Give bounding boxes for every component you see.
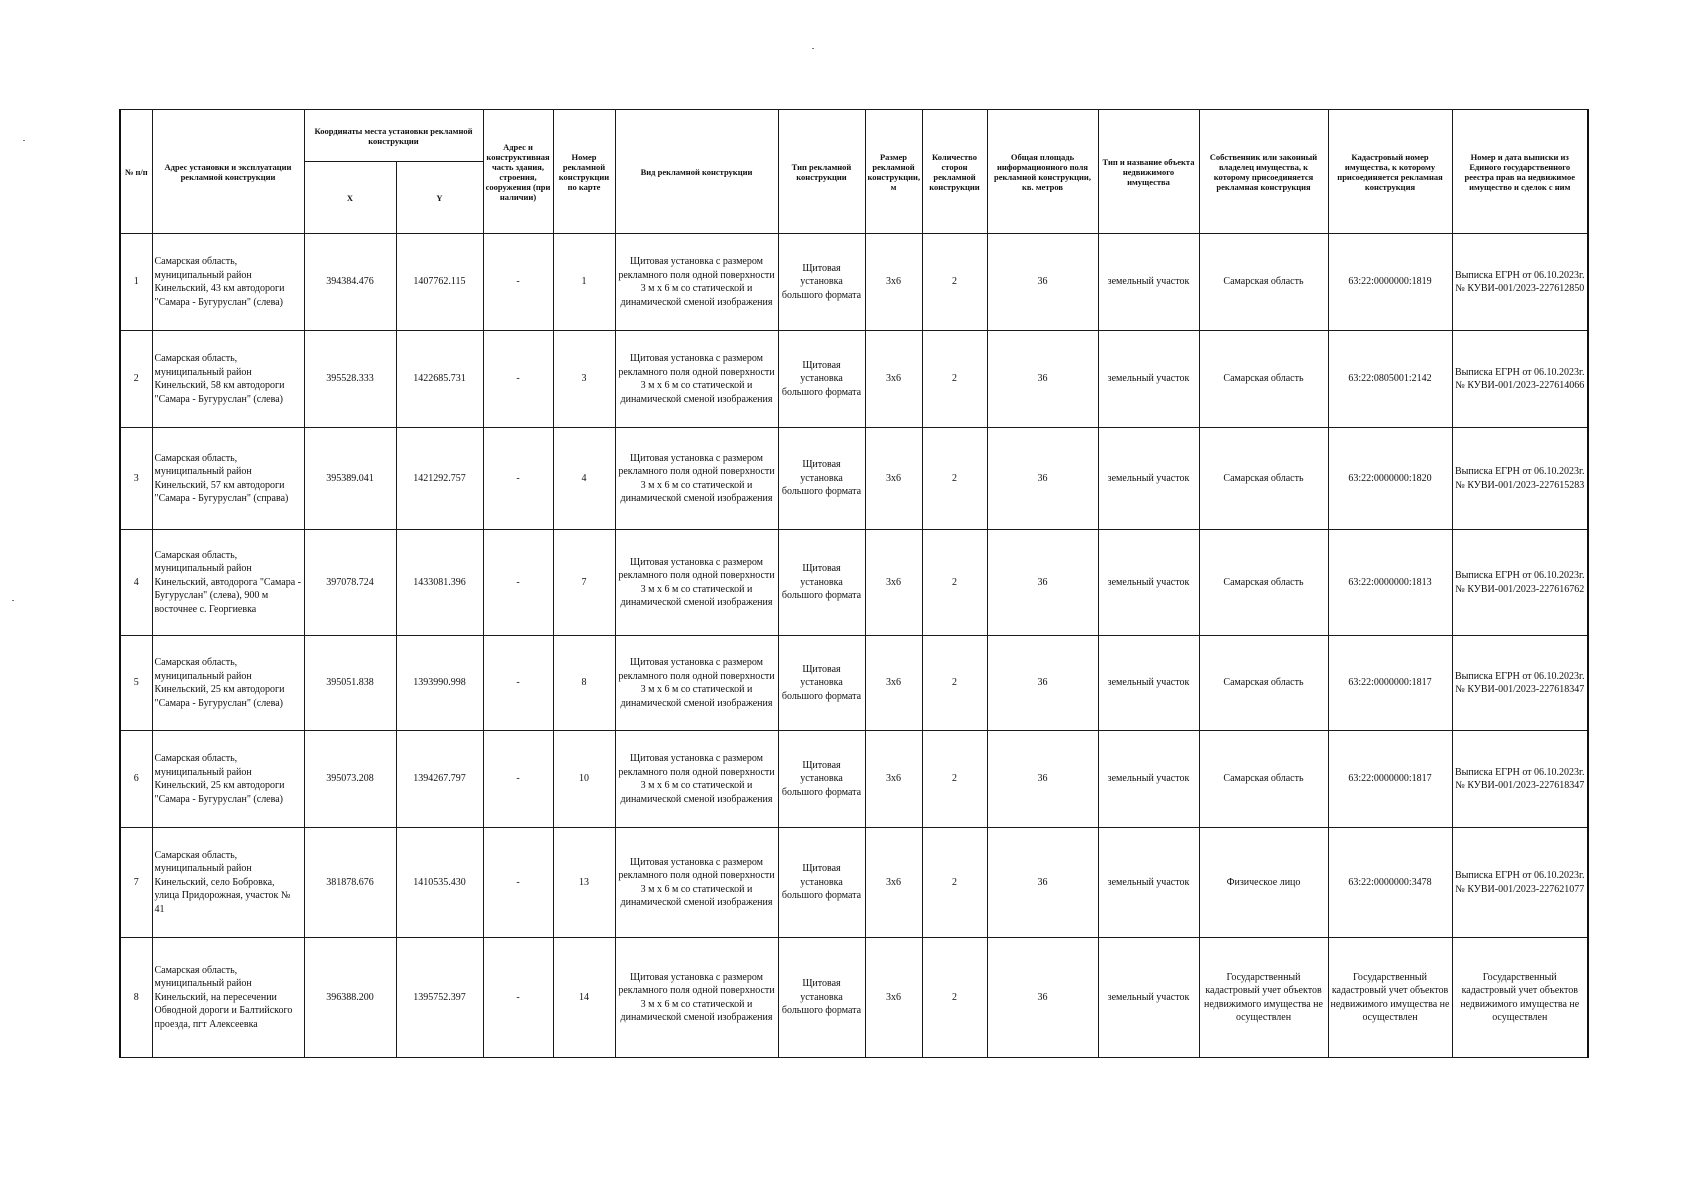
row-size: 3х6 [865, 428, 922, 530]
table-row [120, 234, 1588, 331]
row-number: 3 [120, 428, 152, 530]
header-x: X [304, 162, 396, 234]
row-registry-extract: Выписка ЕГРН от 06.10.2023г. № КУВИ-001/2023-227618347 [1452, 731, 1588, 828]
row-registry-extract: Выписка ЕГРН от 06.10.2023г. № КУВИ-001/2023-227615283 [1452, 428, 1588, 530]
row-structure-kind: Щитовая установка с размером рекламного поля одной поверхности 3 м х 6 м со статической и динамической сменой изображения [615, 331, 778, 428]
table-row [120, 530, 1588, 636]
row-number: 2 [120, 331, 152, 428]
header-address: Адрес установки и эксплуатации рекламной конструкции [152, 110, 304, 234]
row-address: Самарская область, муниципальный район Кинельский, 25 км автодороги "Самара - Бугуруслан" (слева) [152, 636, 304, 731]
row-structure-type: Щитовая установка большого формата [778, 331, 865, 428]
row-building: - [483, 636, 553, 731]
row-registry-extract: Выписка ЕГРН от 06.10.2023г. № КУВИ-001/2023-227618347 [1452, 636, 1588, 731]
row-address: Самарская область, муниципальный район Кинельский, 57 км автодороги "Самара - Бугуруслан" (справа) [152, 428, 304, 530]
table-header [120, 110, 1588, 234]
row-coord-y: 1393990.998 [396, 636, 483, 731]
row-registry-extract: Выписка ЕГРН от 06.10.2023г. № КУВИ-001/2023-227616762 [1452, 530, 1588, 636]
row-property-object: земельный участок [1098, 828, 1199, 938]
row-coord-y: 1394267.797 [396, 731, 483, 828]
row-sides: 2 [922, 828, 987, 938]
row-structure-type: Щитовая установка большого формата [778, 731, 865, 828]
row-sides: 2 [922, 938, 987, 1058]
row-structure-type: Щитовая установка большого формата [778, 828, 865, 938]
row-owner: Самарская область [1199, 428, 1328, 530]
row-size: 3х6 [865, 331, 922, 428]
row-coord-y: 1395752.397 [396, 938, 483, 1058]
row-structure-kind: Щитовая установка с размером рекламного поля одной поверхности 3 м х 6 м со статической и динамической сменой изображения [615, 530, 778, 636]
row-owner: Самарская область [1199, 234, 1328, 331]
row-coord-x: 395389.041 [304, 428, 396, 530]
row-coord-x: 395073.208 [304, 731, 396, 828]
table-row [120, 828, 1588, 938]
row-map-number: 10 [553, 731, 615, 828]
header-type: Тип рекламной конструкции [778, 110, 865, 234]
row-cadastral-number: 63:22:0000000:1820 [1328, 428, 1452, 530]
header-owner: Собственник или законный владелец имущества, к которому присоединяется рекламная конструкция [1199, 110, 1328, 234]
row-building: - [483, 331, 553, 428]
row-address: Самарская область, муниципальный район Кинельский, на пересечении Обводной дороги и Балтийского проезда, пгт Алексеевка [152, 938, 304, 1058]
row-property-object: земельный участок [1098, 731, 1199, 828]
header-num: № п/п [120, 110, 152, 234]
scan-speck [23, 140, 25, 141]
table-row [120, 938, 1588, 1058]
advertising-structures-table [119, 109, 1589, 1058]
row-area: 36 [987, 938, 1098, 1058]
table-row [120, 428, 1588, 530]
row-coord-x: 396388.200 [304, 938, 396, 1058]
row-area: 36 [987, 530, 1098, 636]
header-extract: Номер и дата выписки из Единого государственного реестра прав на недвижимое имущество и сделок с ним [1452, 110, 1588, 234]
row-structure-kind: Щитовая установка с размером рекламного поля одной поверхности 3 м х 6 м со статической и динамической сменой изображения [615, 938, 778, 1058]
row-registry-extract: Выписка ЕГРН от 06.10.2023г. № КУВИ-001/2023-227612850 [1452, 234, 1588, 331]
row-number: 4 [120, 530, 152, 636]
row-number: 6 [120, 731, 152, 828]
row-map-number: 14 [553, 938, 615, 1058]
row-cadastral-number: 63:22:0805001:2142 [1328, 331, 1452, 428]
row-sides: 2 [922, 530, 987, 636]
header-map-no: Номер рекламной конструкции по карте [553, 110, 615, 234]
row-property-object: земельный участок [1098, 428, 1199, 530]
row-property-object: земельный участок [1098, 530, 1199, 636]
row-area: 36 [987, 331, 1098, 428]
row-address: Самарская область, муниципальный район Кинельский, село Бобровка, улица Придорожная, участок № 41 [152, 828, 304, 938]
row-owner: Самарская область [1199, 636, 1328, 731]
row-owner: Самарская область [1199, 731, 1328, 828]
row-area: 36 [987, 234, 1098, 331]
row-number: 5 [120, 636, 152, 731]
row-sides: 2 [922, 636, 987, 731]
row-registry-extract: Выписка ЕГРН от 06.10.2023г. № КУВИ-001/2023-227621077 [1452, 828, 1588, 938]
row-structure-type: Щитовая установка большого формата [778, 234, 865, 331]
row-coord-x: 395051.838 [304, 636, 396, 731]
row-map-number: 3 [553, 331, 615, 428]
header-sides: Количество сторон рекламной конструкции [922, 110, 987, 234]
row-owner: Самарская область [1199, 530, 1328, 636]
row-property-object: земельный участок [1098, 331, 1199, 428]
row-area: 36 [987, 428, 1098, 530]
header-y: Y [396, 162, 483, 234]
table-row [120, 731, 1588, 828]
row-structure-kind: Щитовая установка с размером рекламного поля одной поверхности 3 м х 6 м со статической и динамической сменой изображения [615, 636, 778, 731]
header-coords: Координаты места установки рекламной конструкции [304, 110, 483, 162]
table-row [120, 331, 1588, 428]
scan-speck [12, 600, 14, 601]
row-structure-kind: Щитовая установка с размером рекламного поля одной поверхности 3 м х 6 м со статической и динамической сменой изображения [615, 828, 778, 938]
table-body [120, 234, 1588, 1058]
row-map-number: 7 [553, 530, 615, 636]
header-object: Тип и название объекта недвижимого имущества [1098, 110, 1199, 234]
row-coord-x: 395528.333 [304, 331, 396, 428]
row-coord-y: 1407762.115 [396, 234, 483, 331]
row-address: Самарская область, муниципальный район Кинельский, 58 км автодороги "Самара - Бугуруслан" (слева) [152, 331, 304, 428]
row-sides: 2 [922, 428, 987, 530]
row-number: 8 [120, 938, 152, 1058]
row-sides: 2 [922, 234, 987, 331]
row-registry-extract: Государственный кадастровый учет объектов недвижимого имущества не осуществлен [1452, 938, 1588, 1058]
header-size: Размер рекламной конструкции, м [865, 110, 922, 234]
row-property-object: земельный участок [1098, 938, 1199, 1058]
row-coord-x: 394384.476 [304, 234, 396, 331]
row-structure-type: Щитовая установка большого формата [778, 530, 865, 636]
row-cadastral-number: Государственный кадастровый учет объектов недвижимого имущества не осуществлен [1328, 938, 1452, 1058]
row-coord-y: 1410535.430 [396, 828, 483, 938]
row-map-number: 8 [553, 636, 615, 731]
row-area: 36 [987, 731, 1098, 828]
scan-speck [812, 48, 814, 49]
row-registry-extract: Выписка ЕГРН от 06.10.2023г. № КУВИ-001/2023-227614066 [1452, 331, 1588, 428]
row-coord-y: 1433081.396 [396, 530, 483, 636]
row-area: 36 [987, 636, 1098, 731]
row-address: Самарская область, муниципальный район Кинельский, 43 км автодороги "Самара - Бугуруслан" (слева) [152, 234, 304, 331]
row-coord-x: 397078.724 [304, 530, 396, 636]
row-structure-kind: Щитовая установка с размером рекламного поля одной поверхности 3 м х 6 м со статической и динамической сменой изображения [615, 731, 778, 828]
row-sides: 2 [922, 331, 987, 428]
header-building: Адрес и конструктивная часть здания, строения, сооружения (при наличии) [483, 110, 553, 234]
row-building: - [483, 530, 553, 636]
row-structure-type: Щитовая установка большого формата [778, 938, 865, 1058]
header-kind: Вид рекламной конструкции [615, 110, 778, 234]
row-map-number: 4 [553, 428, 615, 530]
header-area: Общая площадь информационного поля рекламной конструкции, кв. метров [987, 110, 1098, 234]
row-owner: Государственный кадастровый учет объектов недвижимого имущества не осуществлен [1199, 938, 1328, 1058]
row-size: 3х6 [865, 731, 922, 828]
row-cadastral-number: 63:22:0000000:1813 [1328, 530, 1452, 636]
row-property-object: земельный участок [1098, 636, 1199, 731]
header-cadastral: Кадастровый номер имущества, к которому присоединяется рекламная конструкция [1328, 110, 1452, 234]
row-coord-y: 1421292.757 [396, 428, 483, 530]
row-cadastral-number: 63:22:0000000:3478 [1328, 828, 1452, 938]
row-map-number: 1 [553, 234, 615, 331]
row-building: - [483, 731, 553, 828]
row-map-number: 13 [553, 828, 615, 938]
row-structure-type: Щитовая установка большого формата [778, 428, 865, 530]
row-size: 3х6 [865, 828, 922, 938]
row-number: 7 [120, 828, 152, 938]
row-address: Самарская область, муниципальный район Кинельский, автодорога "Самара - Бугуруслан" (слева), 900 м восточнее с. Георгиевка [152, 530, 304, 636]
row-sides: 2 [922, 731, 987, 828]
row-size: 3х6 [865, 636, 922, 731]
row-building: - [483, 428, 553, 530]
row-address: Самарская область, муниципальный район Кинельский, 25 км автодороги "Самара - Бугуруслан" (слева) [152, 731, 304, 828]
row-coord-x: 381878.676 [304, 828, 396, 938]
row-number: 1 [120, 234, 152, 331]
row-size: 3х6 [865, 938, 922, 1058]
row-owner: Физическое лицо [1199, 828, 1328, 938]
row-structure-type: Щитовая установка большого формата [778, 636, 865, 731]
row-building: - [483, 828, 553, 938]
row-cadastral-number: 63:22:0000000:1817 [1328, 731, 1452, 828]
row-structure-kind: Щитовая установка с размером рекламного поля одной поверхности 3 м х 6 м со статической и динамической сменой изображения [615, 234, 778, 331]
row-cadastral-number: 63:22:0000000:1819 [1328, 234, 1452, 331]
row-cadastral-number: 63:22:0000000:1817 [1328, 636, 1452, 731]
row-property-object: земельный участок [1098, 234, 1199, 331]
row-building: - [483, 938, 553, 1058]
row-size: 3х6 [865, 234, 922, 331]
row-building: - [483, 234, 553, 331]
row-structure-kind: Щитовая установка с размером рекламного поля одной поверхности 3 м х 6 м со статической и динамической сменой изображения [615, 428, 778, 530]
table-row [120, 636, 1588, 731]
row-coord-y: 1422685.731 [396, 331, 483, 428]
row-area: 36 [987, 828, 1098, 938]
row-owner: Самарская область [1199, 331, 1328, 428]
row-size: 3х6 [865, 530, 922, 636]
